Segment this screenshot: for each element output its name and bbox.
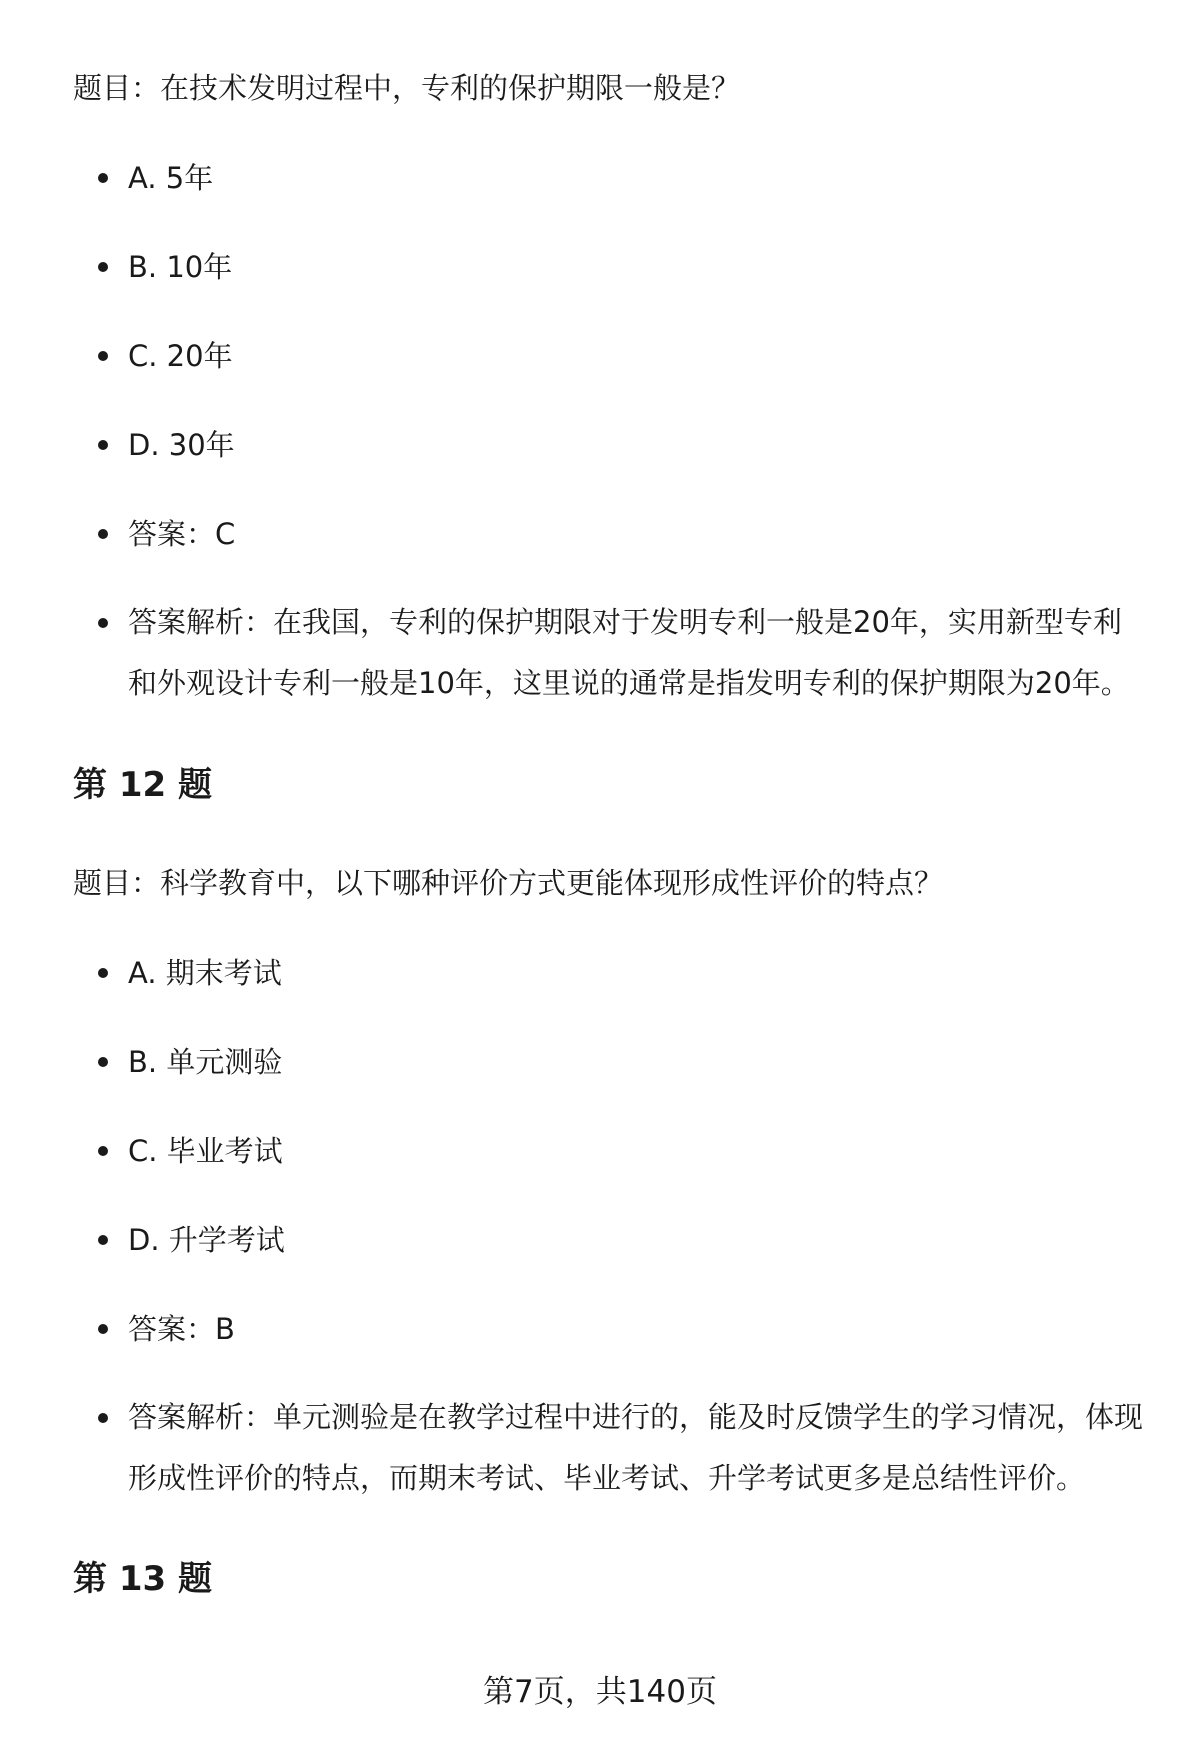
- question-13-heading: 第 13 题: [73, 1559, 212, 1599]
- bullet-dot: [98, 618, 108, 628]
- bullet-dot: [98, 529, 108, 539]
- q11-answer: 答案：C: [128, 517, 236, 551]
- q11-option-c: C. 20年: [128, 339, 233, 373]
- question-12-heading: 第 12 题: [73, 765, 212, 805]
- bullet-dot: [98, 1324, 108, 1334]
- bullet-dot: [98, 1413, 108, 1423]
- q11-explanation: 答案解析：在我国，专利的保护期限对于发明专利一般是20年，实用新型专利和外观设计专利一般是10年，这里说的通常是指发明专利的保护期限为20年。: [128, 605, 1130, 700]
- bullet-dot: [98, 262, 108, 272]
- q11-option-a: A. 5年: [128, 161, 214, 195]
- q12-answer: 答案：B: [128, 1312, 235, 1346]
- bullet-dot: [98, 1057, 108, 1067]
- q12-option-b: B. 单元测验: [128, 1045, 283, 1079]
- question-11-text: 题目：在技术发明过程中，专利的保护期限一般是？: [73, 71, 741, 105]
- page-number-footer: 第7页，共140页: [483, 1674, 717, 1710]
- q12-option-a: A. 期末考试: [128, 956, 282, 990]
- bullet-dot: [98, 440, 108, 450]
- q11-option-d: D. 30年: [128, 428, 235, 462]
- q11-option-b: B. 10年: [128, 250, 233, 284]
- question-12-text: 题目：科学教育中，以下哪种评价方式更能体现形成性评价的特点？: [73, 866, 944, 900]
- q12-option-c: C. 毕业考试: [128, 1134, 283, 1168]
- bullet-dot: [98, 173, 108, 183]
- q12-explanation: 答案解析：单元测验是在教学过程中进行的，能及时反馈学生的学习情况，体现形成性评价的特点，而期末考试、毕业考试、升学考试更多是总结性评价。: [128, 1400, 1144, 1495]
- bullet-dot: [98, 1235, 108, 1245]
- bullet-dot: [98, 351, 108, 361]
- bullet-dot: [98, 968, 108, 978]
- bullet-dot: [98, 1146, 108, 1156]
- q12-option-d: D. 升学考试: [128, 1223, 285, 1257]
